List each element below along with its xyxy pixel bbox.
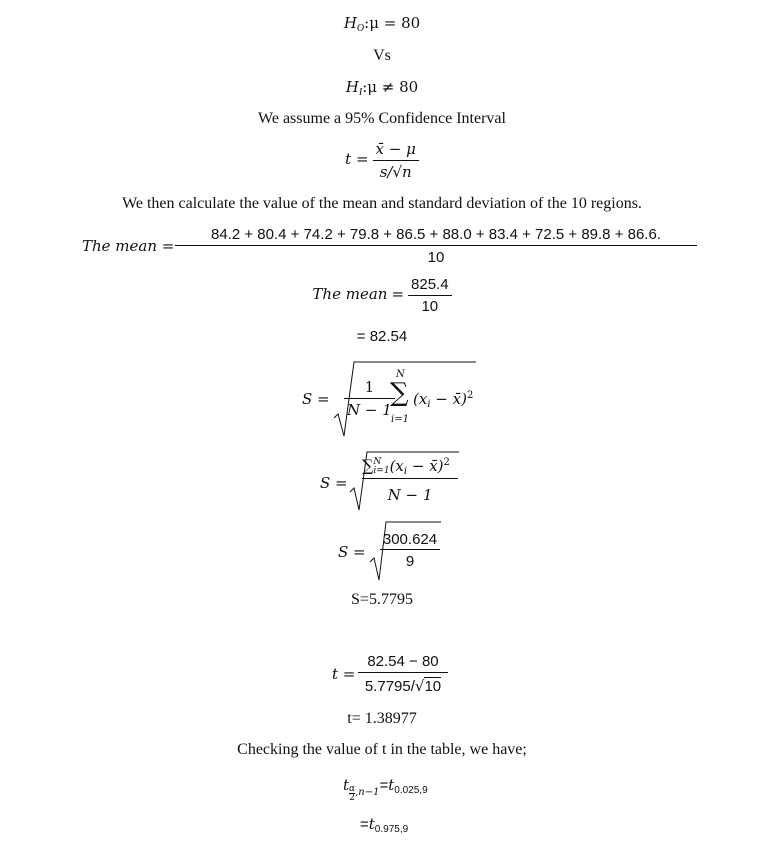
- sd2-lhs: S =: [320, 474, 348, 492]
- sd-result: S=5.7795: [351, 591, 413, 608]
- t-critical-line1: [343, 776, 428, 802]
- t-formula-denominator: s/√n: [379, 163, 412, 181]
- mean-frac-equals: =: [391, 285, 405, 304]
- h1-subscript: I: [358, 87, 363, 98]
- alternative-hypothesis: [0, 78, 764, 98]
- sd1-term-tail: − x̄): [430, 390, 467, 408]
- h1-statement: :μ ≠ 80: [362, 78, 419, 96]
- mean-result: = 82.54: [356, 328, 408, 345]
- sd1-sum-bottom: i=1: [391, 414, 409, 425]
- tcrit-subtail: ,n−1: [355, 787, 380, 798]
- tcrit2-t: t: [368, 815, 375, 833]
- sd1-term-sub: i: [427, 399, 431, 410]
- t-formula-numerator: x̄ − μ: [373, 140, 419, 161]
- t-statistic-formula: [0, 140, 764, 181]
- mean-frac-fraction: [408, 276, 452, 315]
- sd2-sum-bottom: i=1: [373, 466, 390, 476]
- vs-text: Vs: [373, 47, 391, 64]
- table-check-text: Checking the value of t in the table, we have;: [237, 741, 527, 758]
- tcrit2-eq: =: [360, 816, 369, 833]
- t-critical-line2: [360, 815, 408, 835]
- tcrit-alpha: α: [349, 784, 356, 794]
- sd3-denominator: 9: [405, 553, 415, 570]
- sd1-sum-symbol: ∑: [390, 378, 409, 408]
- sd3-lhs: S =: [338, 543, 366, 561]
- tcrit-t: t: [343, 776, 350, 794]
- sd2-term-sub: i: [403, 466, 408, 477]
- mean-sum-label-text: The mean: [82, 237, 158, 255]
- mean-sum-denominator: 10: [427, 249, 445, 266]
- mean-fraction: [0, 276, 764, 315]
- tcalc-denominator: 5.7795/√10: [364, 677, 442, 695]
- mean-frac-numerator: 825.4: [408, 276, 452, 296]
- sd1-frac-denominator: N − 1: [347, 401, 392, 419]
- sd3-radical: [368, 520, 442, 582]
- mean-sum-equals: =: [161, 237, 175, 255]
- sd1-sum-top: N: [396, 369, 405, 380]
- calculation-intro-text: We then calculate the value of the mean and standard deviation of the 10 regions.: [122, 195, 642, 212]
- sd3-numerator: 300.624: [380, 531, 440, 550]
- mean-frac-label: The mean: [312, 285, 388, 304]
- sd1-frac-numerator: 1: [344, 378, 395, 399]
- mean-frac-denominator: 10: [421, 298, 439, 315]
- t-formula-lhs: t =: [345, 150, 369, 169]
- tcalc-lhs: t =: [332, 665, 356, 683]
- t-formula-fraction: [373, 140, 419, 181]
- h0-symbol: H: [343, 14, 357, 32]
- tcrit-two: 2: [349, 793, 355, 803]
- sd2-denominator: N − 1: [387, 486, 433, 504]
- sd2-term-tail: − x̄): [407, 457, 444, 475]
- sd1-term-head: (x: [413, 390, 428, 408]
- tcrit-t2: t: [388, 776, 395, 794]
- h0-statement: :μ = 80: [364, 14, 421, 32]
- tcalc-den-root: 10: [424, 678, 442, 695]
- tcalc-numerator: 82.54 − 80: [358, 653, 448, 673]
- sd2-sum-symbol: ∑: [362, 456, 374, 475]
- t-result: t= 1.38977: [347, 710, 417, 727]
- tcrit-eq1: =: [379, 777, 389, 794]
- h0-subscript: O: [356, 23, 365, 34]
- h1-symbol: H: [345, 78, 359, 96]
- tcrit2-sub: 0.975,9: [374, 824, 409, 835]
- sd2-term-head: (x: [389, 457, 404, 475]
- sd2-sum-top: N: [373, 457, 382, 467]
- sd1-term: [413, 390, 473, 410]
- sd1-power: 2: [466, 390, 474, 401]
- tcalc-den-left: 5.7795/: [364, 678, 415, 695]
- sd1-fraction: [344, 378, 395, 419]
- null-hypothesis: [0, 14, 764, 34]
- sd2-numerator: [362, 456, 458, 479]
- tcrit-sub2: 0.025,9: [394, 785, 428, 796]
- mean-sum-numerator: 84.2 + 80.4 + 74.2 + 79.8 + 86.5 + 88.0 + 83.4 + 72.5 + 89.8 + 86.6.: [175, 226, 697, 246]
- sd1-lhs: S =: [302, 390, 330, 408]
- assumption-text: We assume a 95% Confidence Interval: [258, 110, 506, 127]
- sd2-power: 2: [443, 457, 450, 468]
- mean-sum-label: [82, 237, 174, 255]
